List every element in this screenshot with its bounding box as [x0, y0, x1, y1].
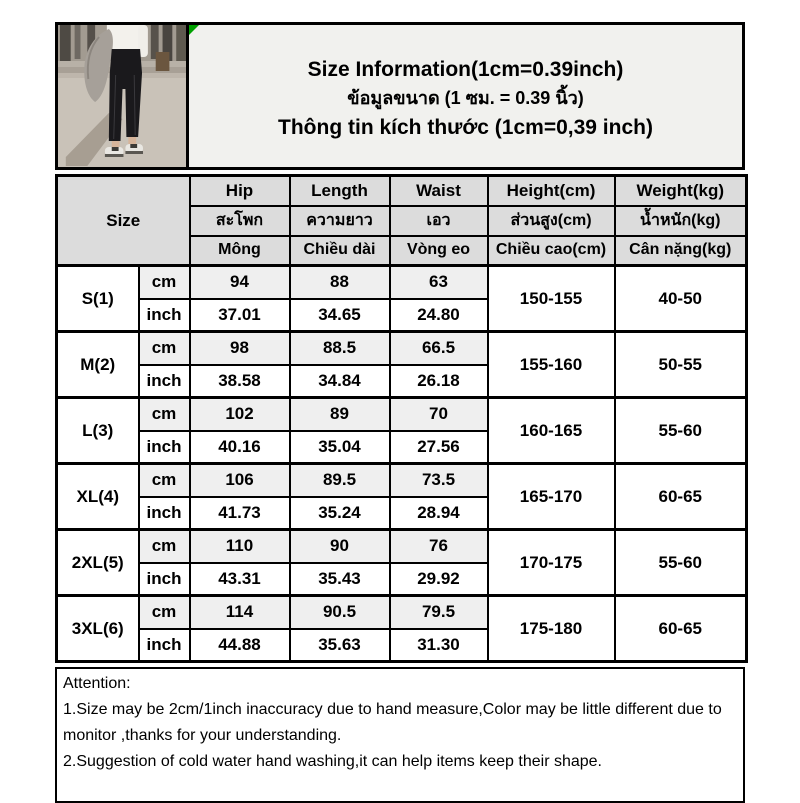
- length-cm: 90: [290, 530, 390, 563]
- length-inch: 35.04: [290, 431, 390, 464]
- waist-cm: 73.5: [390, 464, 488, 497]
- hip-inch: 38.58: [190, 365, 290, 398]
- product-photo: [58, 25, 189, 167]
- unit-inch: inch: [139, 299, 190, 332]
- length-cm: 88.5: [290, 332, 390, 365]
- length-inch: 34.84: [290, 365, 390, 398]
- hip-cm: 102: [190, 398, 290, 431]
- length-cm: 89: [290, 398, 390, 431]
- hip-inch: 40.16: [190, 431, 290, 464]
- size-label: 2XL(5): [57, 530, 139, 596]
- length-inch: 35.24: [290, 497, 390, 530]
- col-header-height-vi: Chiều cao(cm): [488, 236, 615, 266]
- col-header-weight-vi: Cân nặng(kg): [615, 236, 747, 266]
- col-header-length: Length: [290, 176, 390, 206]
- waist-cm: 79.5: [390, 596, 488, 629]
- attention-note-1: 1.Size may be 2cm/1inch inaccuracy due to hand measure,Color may be little different due to monitor ,thanks for your understanding.: [63, 701, 722, 744]
- col-header-waist-th: เอว: [390, 206, 488, 236]
- weight-range: 40-50: [615, 266, 747, 332]
- size-label: S(1): [57, 266, 139, 332]
- attention-heading: Attention:: [63, 675, 131, 692]
- height-range: 165-170: [488, 464, 615, 530]
- title-english: Size Information(1cm=0.39inch): [307, 58, 624, 81]
- column-header-row-en: [57, 176, 747, 206]
- size-label: L(3): [57, 398, 139, 464]
- weight-range: 55-60: [615, 398, 747, 464]
- weight-range: 60-65: [615, 596, 747, 662]
- waist-inch: 27.56: [390, 431, 488, 464]
- col-header-weight-th: น้ำหนัก(kg): [615, 206, 747, 236]
- col-header-waist-vi: Vòng eo: [390, 236, 488, 266]
- length-inch: 35.63: [290, 629, 390, 662]
- attention-note-2: 2.Suggestion of cold water hand washing,it can help items keep their shape.: [63, 753, 602, 770]
- length-inch: 35.43: [290, 563, 390, 596]
- size-label: 3XL(6): [57, 596, 139, 662]
- unit-cm: cm: [139, 530, 190, 563]
- col-header-hip-vi: Mông: [190, 236, 290, 266]
- cell-marker-icon: [189, 25, 199, 35]
- unit-inch: inch: [139, 629, 190, 662]
- unit-cm: cm: [139, 332, 190, 365]
- header-row: [55, 22, 745, 170]
- height-range: 175-180: [488, 596, 615, 662]
- waist-inch: 26.18: [390, 365, 488, 398]
- hip-cm: 110: [190, 530, 290, 563]
- col-header-length-th: ความยาว: [290, 206, 390, 236]
- height-range: 160-165: [488, 398, 615, 464]
- weight-range: 55-60: [615, 530, 747, 596]
- waist-cm: 66.5: [390, 332, 488, 365]
- table-row: [57, 464, 747, 497]
- size-table: [55, 174, 748, 663]
- unit-inch: inch: [139, 365, 190, 398]
- size-label: XL(4): [57, 464, 139, 530]
- col-header-weight: Weight(kg): [615, 176, 747, 206]
- hip-inch: 37.01: [190, 299, 290, 332]
- hip-inch: 41.73: [190, 497, 290, 530]
- length-cm: 90.5: [290, 596, 390, 629]
- table-row: [57, 266, 747, 299]
- title-thai: ข้อมูลขนาด (1 ซม. = 0.39 นิ้ว): [347, 88, 584, 108]
- table-row: [57, 530, 747, 563]
- waist-inch: 28.94: [390, 497, 488, 530]
- height-range: 170-175: [488, 530, 615, 596]
- unit-inch: inch: [139, 497, 190, 530]
- unit-inch: inch: [139, 563, 190, 596]
- hip-cm: 106: [190, 464, 290, 497]
- unit-cm: cm: [139, 266, 190, 299]
- product-photo-illustration: [58, 25, 186, 167]
- hip-cm: 98: [190, 332, 290, 365]
- col-header-hip-th: สะโพก: [190, 206, 290, 236]
- unit-inch: inch: [139, 431, 190, 464]
- waist-inch: 24.80: [390, 299, 488, 332]
- col-header-waist: Waist: [390, 176, 488, 206]
- weight-range: 50-55: [615, 332, 747, 398]
- waist-cm: 63: [390, 266, 488, 299]
- unit-cm: cm: [139, 596, 190, 629]
- col-header-hip: Hip: [190, 176, 290, 206]
- length-inch: 34.65: [290, 299, 390, 332]
- hip-cm: 94: [190, 266, 290, 299]
- table-row: [57, 332, 747, 365]
- title-vietnamese: Thông tin kích thước (1cm=0,39 inch): [278, 116, 653, 139]
- height-range: 150-155: [488, 266, 615, 332]
- table-row: [57, 596, 747, 629]
- col-header-length-vi: Chiều dài: [290, 236, 390, 266]
- hip-inch: 44.88: [190, 629, 290, 662]
- title-cell: [189, 25, 742, 167]
- hip-inch: 43.31: [190, 563, 290, 596]
- waist-cm: 76: [390, 530, 488, 563]
- unit-cm: cm: [139, 464, 190, 497]
- size-chart: [55, 22, 745, 803]
- waist-cm: 70: [390, 398, 488, 431]
- table-row: [57, 398, 747, 431]
- height-range: 155-160: [488, 332, 615, 398]
- length-cm: 89.5: [290, 464, 390, 497]
- attention-box: [55, 667, 745, 803]
- waist-inch: 31.30: [390, 629, 488, 662]
- waist-inch: 29.92: [390, 563, 488, 596]
- col-header-height: Height(cm): [488, 176, 615, 206]
- weight-range: 60-65: [615, 464, 747, 530]
- unit-cm: cm: [139, 398, 190, 431]
- length-cm: 88: [290, 266, 390, 299]
- size-label: M(2): [57, 332, 139, 398]
- hip-cm: 114: [190, 596, 290, 629]
- col-header-height-th: ส่วนสูง(cm): [488, 206, 615, 236]
- size-header: Size: [57, 176, 190, 266]
